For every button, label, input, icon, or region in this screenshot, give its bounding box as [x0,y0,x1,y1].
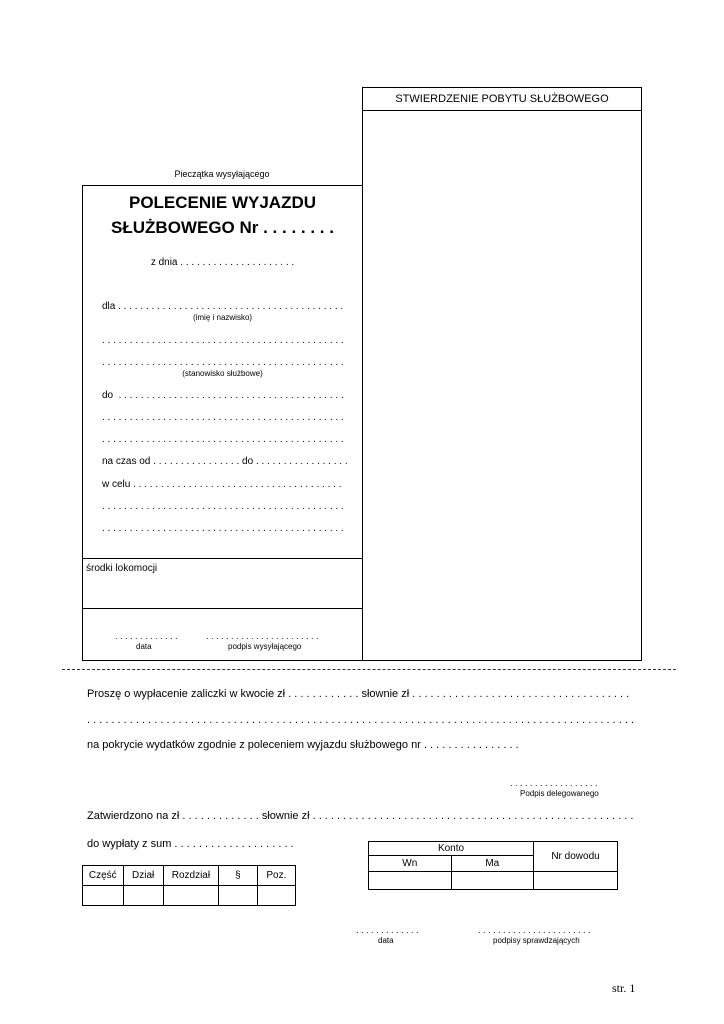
sender-date-dots[interactable]: . . . . . . . . . . . . . [115,631,178,641]
position-caption: (stanowisko służbowe) [182,369,263,378]
to-blank-line-2[interactable]: . . . . . . . . . . . . . . . . . . . . . . . . . . . . . . . . . . . . . . . . . . . . [102,434,344,445]
purpose-line[interactable]: w celu . . . . . . . . . . . . . . . . . . . . . . . . . . . . . . . . . . . . . . [102,479,342,490]
checkers-date-label: data [378,936,394,945]
header-dzial: Dział [123,866,163,886]
wn-header: Wn [369,856,452,872]
stay-confirmation-box [362,87,642,661]
position-blank-line[interactable]: . . . . . . . . . . . . . . . . . . . . . . . . . . . . . . . . . . . . . . . . . . . . [102,357,344,368]
stay-confirmation-header-divider [362,110,642,111]
advance-line-2[interactable]: . . . . . . . . . . . . . . . . . . . . . . . . . . . . . . . . . . . . . . . . . . . . . . . . . . . . . . . . . . . . . . . . . . . . . . . . . . . . . . . . . . . . . . . . . . [87,714,635,726]
transport-bottom-divider [82,608,363,609]
ma-cell[interactable] [451,872,534,890]
to-blank-line-1[interactable]: . . . . . . . . . . . . . . . . . . . . . . . . . . . . . . . . . . . . . . . . . . . . [102,412,344,423]
header-poz: Poz. [257,866,295,886]
wn-cell[interactable] [369,872,452,890]
delegate-signature-label: Podpis delegowanego [520,789,599,798]
checkers-signature-label: podpisy sprawdzających [493,936,580,945]
ma-header: Ma [451,856,534,872]
period-line[interactable]: na czas od . . . . . . . . . . . . . . . . do . . . . . . . . . . . . . . . . . [102,456,348,467]
account-table [368,841,618,890]
advance-line-1[interactable]: Proszę o wypłacenie zaliczki w kwocie zł . . . . . . . . . . . . słownie zł . . . . . . . . . . . . . . . . . . . . . . . . . . . . . . . . . . . . [87,688,630,700]
transport-label: środki lokomocji [86,563,158,574]
cell-rozdzial[interactable] [163,886,218,906]
sender-stamp-label: Pieczątka wysyłającego [174,169,270,179]
sender-signature-label: podpis wysyłającego [228,642,302,651]
payout-line[interactable]: do wypłaty z sum . . . . . . . . . . . . . . . . . . . . [87,838,294,850]
transport-top-divider [82,558,363,559]
page-number: str. 1 [612,981,636,995]
cell-dzial[interactable] [123,886,163,906]
nr-dowodu-cell[interactable] [534,872,618,890]
header-paragraph: § [219,866,258,886]
form-title-line2: SŁUŻBOWEGO Nr . . . . . . . . [111,218,334,237]
form-title-line1: POLECENIE WYJAZDU [128,193,317,212]
for-caption: (imię i nazwisko) [192,313,253,322]
date-line[interactable]: z dnia . . . . . . . . . . . . . . . . . . . . . [150,257,295,268]
header-czesc: Część [83,866,124,886]
checkers-date-dots[interactable]: . . . . . . . . . . . . . [356,925,419,935]
sender-date-label: data [136,642,152,651]
nr-dowodu-header: Nr dowodu [534,842,618,872]
for-line[interactable]: dla . . . . . . . . . . . . . . . . . . . . . . . . . . . . . . . . . . . . . . . . . [102,301,344,312]
cell-czesc[interactable] [83,886,124,906]
purpose-blank-line-1[interactable]: . . . . . . . . . . . . . . . . . . . . . . . . . . . . . . . . . . . . . . . . . . . . [102,501,344,512]
header-rozdzial: Rozdział [163,866,218,886]
approval-line[interactable]: Zatwierdzono na zł . . . . . . . . . . . . . słownie zł . . . . . . . . . . . . . . . . . . . . . . . . . . . . . . . . . . . . . . . . . . . . . . . . . . . . . [87,810,634,822]
stay-confirmation-header: STWIERDZENIE POBYTU SŁUŻBOWEGO [395,93,609,105]
classification-table [82,865,296,906]
name-blank-line[interactable]: . . . . . . . . . . . . . . . . . . . . . . . . . . . . . . . . . . . . . . . . . . . . [102,335,344,346]
cell-paragraph[interactable] [219,886,258,906]
purpose-blank-line-2[interactable]: . . . . . . . . . . . . . . . . . . . . . . . . . . . . . . . . . . . . . . . . . . . . [102,523,344,534]
sender-signature-dots[interactable]: . . . . . . . . . . . . . . . . . . . . . . . [206,631,319,641]
konto-header: Konto [369,842,534,856]
cell-poz[interactable] [257,886,295,906]
to-line[interactable]: do . . . . . . . . . . . . . . . . . . . . . . . . . . . . . . . . . . . . . . . . . [102,390,344,401]
cut-line [62,669,676,670]
delegate-signature-dots[interactable]: . . . . . . . . . . . . . . . . . . [510,778,598,788]
checkers-signature-dots[interactable]: . . . . . . . . . . . . . . . . . . . . . . . [478,925,591,935]
advance-line-3[interactable]: na pokrycie wydatków zgodnie z poleceniem wyjazdu służbowego nr . . . . . . . . . . . . . . . . [87,739,519,751]
